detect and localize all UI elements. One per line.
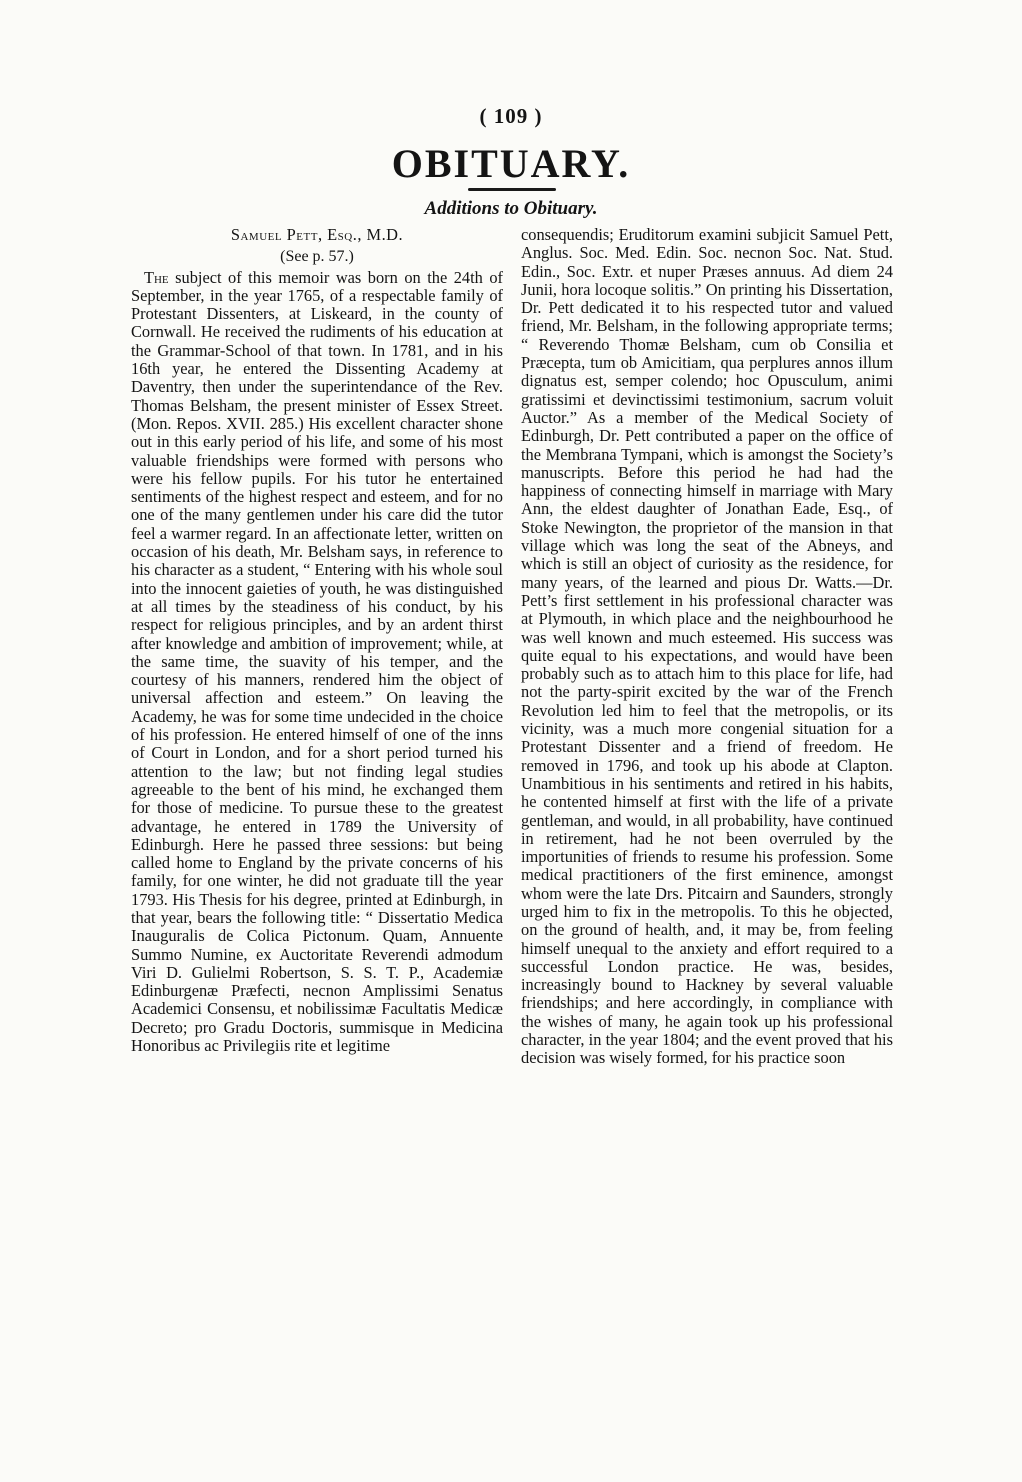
subtitle: Additions to Obituary. [424, 198, 598, 219]
page-number: ( 109 ) [479, 104, 543, 128]
left-column-text [131, 269, 503, 1056]
left-column [131, 226, 503, 1055]
right-column [521, 226, 893, 1068]
title-rule [468, 188, 556, 191]
left-column-body: subject of this memoir was born on the 24th of September, in the year 1765, of a respectable family of Protestant Dissenters, at Liskeard, in the county of Cornwall. He received the rudiments of his education at the Grammar-School of that town. In 1781, and in his 16th year, he entered the Dissenting Academy at Daventry, then under the superintendance of the Rev. Thomas Belsham, the present minister of Essex Street. (Mon. Repos. XVII. 285.) His excellent character shone out in this early period of his life, and some of his most valuable friendships were formed with persons who were his fellow pupils. For his tutor he entertained sentiments of the highest respect and esteem, and for no one of the many gentlemen under his care did the tutor feel a warmer regard. In an affectionate letter, written on occasion of his death, Mr. Belsham says, in reference to his character as a student, “ Entering with his whole soul into the innocent gaieties of youth, he was distinguished at all times by the steadiness of his conduct, by his respect for religious principles, and by an ardent thirst after knowledge and ambition of improvement; while, at the same time, the suavity of his temper, and the courtesy of his manners, rendered him the object of universal affection and esteem.” On leaving the Academy, he was for some time undecided in the choice of his profession. He entered himself of one of the inns of Court in London, and for a short period turned his attention to the law; but not finding legal studies agreeable to the bent of his mind, he exchanged them for those of medicine. To pursue these to the greatest advantage, he entered in 1789 the University of Edinburgh. Here he passed three sessions: but being called home to England by the private concerns of his family, for one winter, he did not graduate till the year 1793. His Thesis for his degree, printed at Edinburgh, in that year, bears the following title: “ Dissertatio Medica Inauguralis de Colica Pictonum. Quam, Annuente Summo Numine, ex Auctoritate Reverendi admodum Viri D. Gulielmi Robertson, S. S. T. P., Academiæ Edinburgenæ Præfecti, necnon Amplissimi Senatus Academici Consensu, et nobilissimæ Facultatis Medicæ Decreto; pro Gradu Doctoris, summisque in Medicina Honoribus ac Privilegiis rite et legitime [131, 267, 503, 1056]
first-word: The [143, 267, 169, 287]
section-title: OBITUARY. [391, 141, 631, 186]
article-heading: Samuel Pett, Esq., M.D. [230, 225, 404, 244]
right-column-text: consequendis; Eruditorum examini subjicit Samuel Pett, Anglus. Soc. Med. Edin. Soc. necnon Soc. Nat. Stud. Edin., Soc. Extr. et nuper Præses annuus. Ad diem 24 Junii, hora locoque solitis.” On printing his Dissertation, Dr. Pett dedicated it to his respected tutor and valued friend, Mr. Belsham, in the following appropriate terms; “ Reverendo Thomæ Belsham, cum ob Consilia et Præcepta, tum ob Amicitiam, qua perplures annos illum dignatus est, semper colendo; hoc Opusculum, animi gratissimi et devinctissimi testimonium, sacrum voluit Auctor.” As a member of the Medical Society of Edinburgh, Dr. Pett contributed a paper on the office of the Membrana Tympani, which is amongst the Society’s manuscripts. Before this period he had had the happiness of connecting himself in marriage with Mary Ann, the eldest daughter of Jonathan Eade, Esq., of Stoke Newington, the proprietor of the mansion in that village which was long the seat of the Abneys, and which is still an object of curiosity as the residence, for many years, of the learned and pious Dr. Watts.—Dr. Pett’s first settlement in his professional character was at Plymouth, in which place and the neighbourhood he was well known and much esteemed. His success was quite equal to his expectations, and would have been probably such as to attach him to this place for life, had not the party-spirit excited by the war of the French Revolution led him to feel that the metropolis, or its vicinity, was a much more congenial situation for a Protestant Dissenter and a friend of freedom. He removed in 1796, and took up his abode at Clapton. Unambitious in his sentiments and retired in his habits, he contented himself at first with the life of a private gentleman, and would, in all probability, have continued in retirement, had he not been overruled by the importunities of friends to resume his profession. Some medical practitioners of the first eminence, amongst whom were the late Drs. Pitcairn and Saunders, strongly urged him to fix in the metropolis. To this he objected, on the ground of health, and, it may be, from feeling himself unequal to the anxiety and effort required to a successful London practice. He was, besides, increasingly bound to Hackney by several valuable friendships; and here accordingly, in compliance with the wishes of many, he again took up his professional character, in the year 1804; and the event proved that his decision was wisely formed, for his practice soon [521, 225, 893, 1068]
see-reference: (See p. 57.) [280, 248, 354, 266]
